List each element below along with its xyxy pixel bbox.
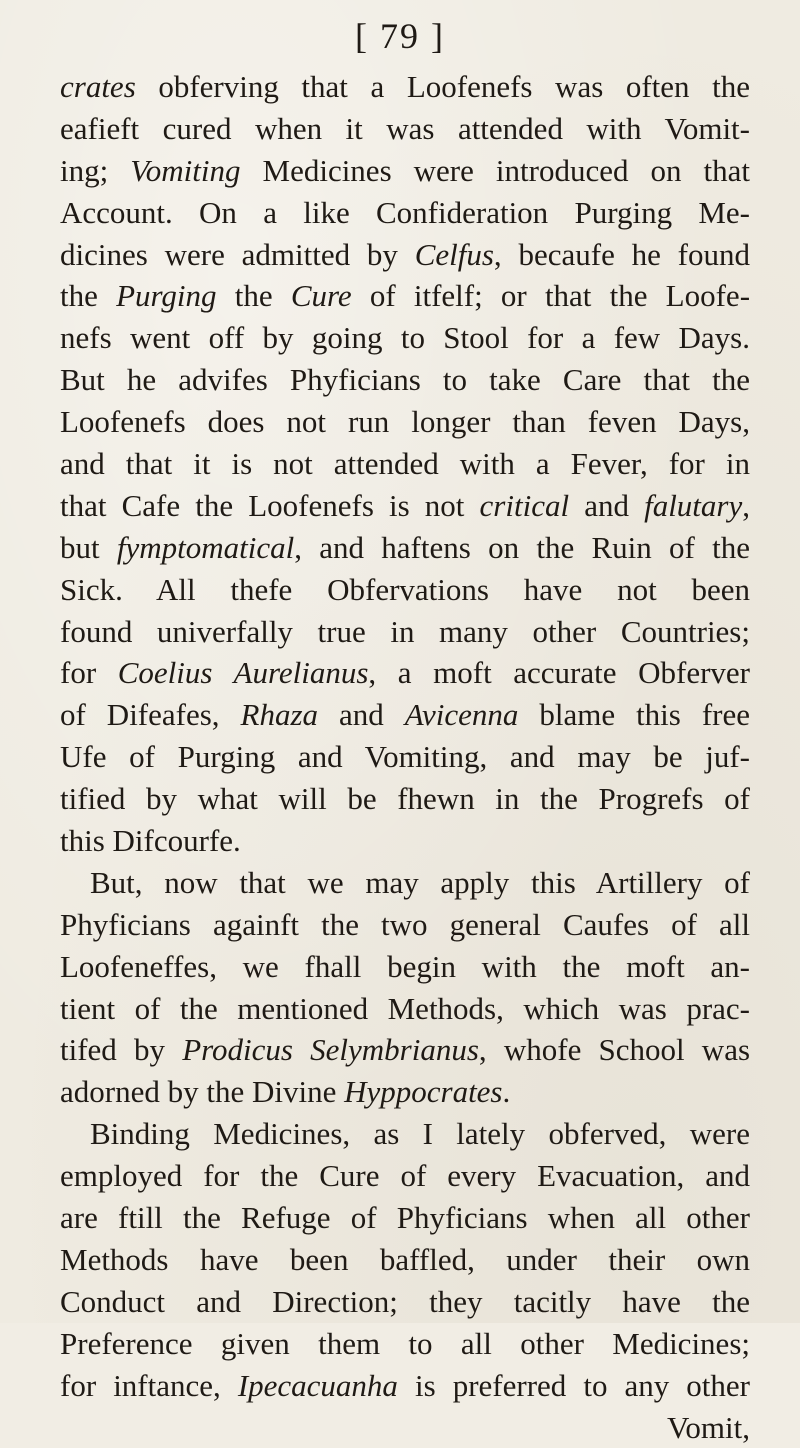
text-span: the (60, 278, 116, 313)
text-span: found univerfally true in many other Countries; (60, 614, 750, 649)
text-line (60, 778, 750, 820)
italic-text: falutary (644, 488, 742, 523)
text-span: , (742, 488, 750, 523)
text-line (60, 862, 750, 904)
italic-text: Vomiting (130, 153, 240, 188)
text-span: Loofenefs does not run longer than feven Days, (60, 404, 750, 439)
text-span: tient of the mentioned Methods, which was prac- (60, 991, 750, 1026)
text-span: , a moft accurate Obferver (368, 655, 750, 690)
text-span: , whofe School was (479, 1032, 750, 1067)
text-span: Loofeneffes, we fhall begin with the moft an- (60, 949, 750, 984)
text-line (60, 66, 750, 108)
text-line (60, 317, 750, 359)
text-line (60, 234, 750, 276)
text-line (60, 108, 750, 150)
text-span: Account. On a like Confideration Purging Me- (60, 195, 750, 230)
text-span: Conduct and Direction; they tacitly have the (60, 1284, 750, 1319)
italic-text: crates (60, 69, 136, 104)
italic-text: Prodicus Selymbrianus (182, 1032, 479, 1067)
italic-text: fymptomatical (117, 530, 294, 565)
text-line (60, 192, 750, 234)
text-span: obferving that a Loofenefs was often the (136, 69, 750, 104)
text-span: But, now that we may apply this Artillery of (90, 865, 750, 900)
page-number: [ 79 ] (0, 14, 800, 58)
text-line (60, 485, 750, 527)
text-line (60, 443, 750, 485)
text-line (60, 569, 750, 611)
text-line (60, 1155, 750, 1197)
italic-text: Hyppocrates (344, 1074, 502, 1109)
text-span: Phyficians againft the two general Caufes of all (60, 907, 750, 942)
text-line (60, 736, 750, 778)
italic-text: Purging (116, 278, 216, 313)
text-span: but (60, 530, 117, 565)
text-span: that Cafe the Loofenefs is not (60, 488, 480, 523)
text-span: of Difeafes, (60, 697, 241, 732)
text-span: . (503, 1074, 511, 1109)
text-span: is preferred to any other (398, 1368, 750, 1403)
text-span: nefs went off by going to Stool for a few Days. (60, 320, 750, 355)
text-line (60, 1323, 750, 1365)
italic-text: Rhaza (241, 697, 319, 732)
text-span: , and haftens on the Ruin of the (294, 530, 750, 565)
text-span: eafieft cured when it was attended with Vomit- (60, 111, 750, 146)
text-span: and that it is not attended with a Fever, for in (60, 446, 750, 481)
text-span: , becaufe he found (494, 237, 750, 272)
text-span: Binding Medicines, as I lately obferved, were (90, 1116, 750, 1151)
italic-text: Coelius Aurelianus (118, 655, 369, 690)
text-line (60, 904, 750, 946)
text-line (60, 1071, 750, 1113)
text-span: dicines were admitted by (60, 237, 415, 272)
text-span: ing; (60, 153, 130, 188)
text-span: Sick. All thefe Obfervations have not been (60, 572, 750, 607)
text-line (60, 359, 750, 401)
italic-text: Ipecacuanha (238, 1368, 398, 1403)
text-span: adorned by the Divine (60, 1074, 344, 1109)
text-span: are ftill the Refuge of Phyficians when all other (60, 1200, 750, 1235)
text-line (60, 401, 750, 443)
text-span: the (217, 278, 291, 313)
text-line (60, 1281, 750, 1323)
text-span: tifed by (60, 1032, 182, 1067)
text-line (60, 1365, 750, 1407)
text-line (60, 1113, 750, 1155)
italic-text: Cure (291, 278, 352, 313)
text-line (60, 275, 750, 317)
text-line (60, 652, 750, 694)
text-line (60, 694, 750, 736)
text-line (60, 988, 750, 1030)
text-span: and (569, 488, 644, 523)
text-span: Preference given them to all other Medicines; (60, 1326, 750, 1361)
text-span: this Difcourfe. (60, 823, 241, 858)
text-span: employed for the Cure of every Evacuation, and (60, 1158, 750, 1193)
text-span: of itfelf; or that the Loofe- (352, 278, 750, 313)
text-line (60, 946, 750, 988)
text-line (60, 1197, 750, 1239)
text-span: Methods have been baffled, under their own (60, 1242, 750, 1277)
text-line (60, 611, 750, 653)
text-span: blame this free (518, 697, 750, 732)
text-span: for inftance, (60, 1368, 238, 1403)
text-span: Medicines were introduced on that (240, 153, 750, 188)
text-span: tified by what will be fhewn in the Progrefs of (60, 781, 750, 816)
text-span: Ufe of Purging and Vomiting, and may be juf- (60, 739, 750, 774)
text-span: for (60, 655, 118, 690)
text-line (60, 1029, 750, 1071)
italic-text: Celfus (415, 237, 494, 272)
italic-text: critical (480, 488, 570, 523)
text-line (60, 527, 750, 569)
text-span: Vomit, (667, 1410, 750, 1445)
text-line (60, 150, 750, 192)
text-span: and (318, 697, 405, 732)
text-span: But he advifes Phyficians to take Care that the (60, 362, 750, 397)
body-text (60, 66, 750, 1448)
italic-text: Avicenna (405, 697, 519, 732)
text-line (60, 1239, 750, 1281)
text-line (60, 1407, 750, 1448)
text-line (60, 820, 750, 862)
